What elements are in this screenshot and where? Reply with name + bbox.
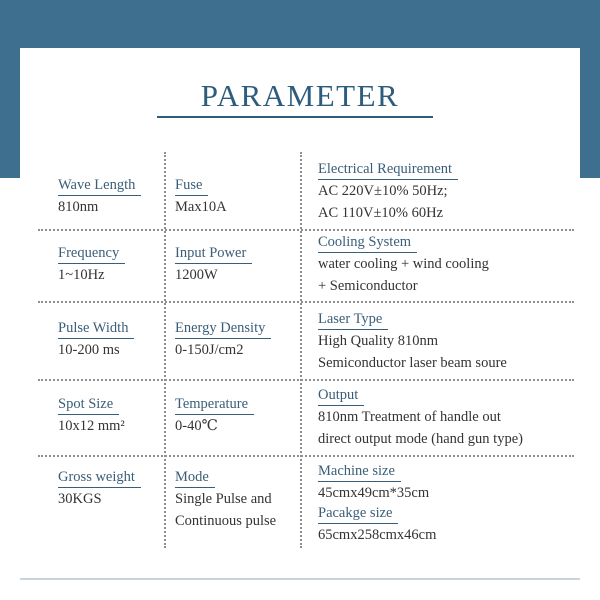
param-label: Cooling System <box>318 233 417 253</box>
param-value: 1~10Hz <box>58 267 105 283</box>
param-pulse-width <box>58 319 134 361</box>
param-label: Electrical Requirement <box>318 160 458 180</box>
param-value-package-size: 65cmx258cmx46cm <box>318 527 437 543</box>
param-energy-density <box>175 319 271 361</box>
param-electrical-requirement <box>318 160 458 224</box>
column-divider-1 <box>164 152 166 548</box>
param-label: Input Power <box>175 244 252 264</box>
param-label: Output <box>318 386 364 406</box>
param-value-line: High Quality 810nm <box>318 333 439 349</box>
param-mode <box>175 468 276 532</box>
param-value: 810nm <box>58 199 99 215</box>
param-machine-size <box>318 462 436 546</box>
param-value-line: AC 220V±10% 50Hz; <box>318 183 448 199</box>
row-divider-3 <box>38 379 574 381</box>
param-label: Machine size <box>318 462 401 482</box>
param-value-line: direct output mode (hand gun type) <box>318 431 523 447</box>
param-value-line: 810nm Treatment of handle out <box>318 409 501 425</box>
row-divider-4 <box>38 455 574 457</box>
param-output <box>318 386 523 450</box>
param-value: 45cmx49cm*35cm <box>318 485 430 501</box>
param-label-package-size: Pacakge size <box>318 504 398 524</box>
param-value: 0-150J/cm2 <box>175 342 244 358</box>
param-label: Laser Type <box>318 310 388 330</box>
param-label: Gross weight <box>58 468 141 488</box>
param-value: 10-200 ms <box>58 342 120 358</box>
param-label: Wave Length <box>58 176 141 196</box>
param-label: Mode <box>175 468 215 488</box>
param-label: Fuse <box>175 176 208 196</box>
param-temperature <box>175 395 254 437</box>
param-cooling-system <box>318 233 489 297</box>
param-value-line: AC 110V±10% 60Hz <box>318 205 444 221</box>
param-label: Pulse Width <box>58 319 134 339</box>
param-label: Energy Density <box>175 319 271 339</box>
param-value-line: Continuous pulse <box>175 513 277 529</box>
param-value-line: + Semiconductor <box>318 278 418 294</box>
panel-bottom-rule <box>20 578 580 580</box>
param-value-line: Single Pulse and <box>175 491 272 507</box>
param-value: 0-40℃ <box>175 418 218 434</box>
param-frequency <box>58 244 125 286</box>
row-divider-1 <box>38 229 574 231</box>
param-value: Max10A <box>175 199 227 215</box>
param-value: 30KGS <box>58 491 102 507</box>
row-divider-2 <box>38 301 574 303</box>
param-label: Temperature <box>175 395 254 415</box>
param-value: 10x12 mm² <box>58 418 125 434</box>
column-divider-2 <box>300 152 302 548</box>
param-value: 1200W <box>175 267 218 283</box>
param-label: Frequency <box>58 244 125 264</box>
param-wave-length <box>58 176 141 218</box>
param-value-line: water cooling + wind cooling <box>318 256 489 272</box>
param-label: Spot Size <box>58 395 119 415</box>
param-input-power <box>175 244 252 286</box>
param-value-line: Semiconductor laser beam soure <box>318 355 507 371</box>
title-underline <box>157 116 433 118</box>
page-title: PARAMETER <box>200 78 400 113</box>
param-laser-type <box>318 310 507 374</box>
param-gross-weight <box>58 468 141 510</box>
param-spot-size <box>58 395 125 437</box>
param-fuse <box>175 176 227 218</box>
